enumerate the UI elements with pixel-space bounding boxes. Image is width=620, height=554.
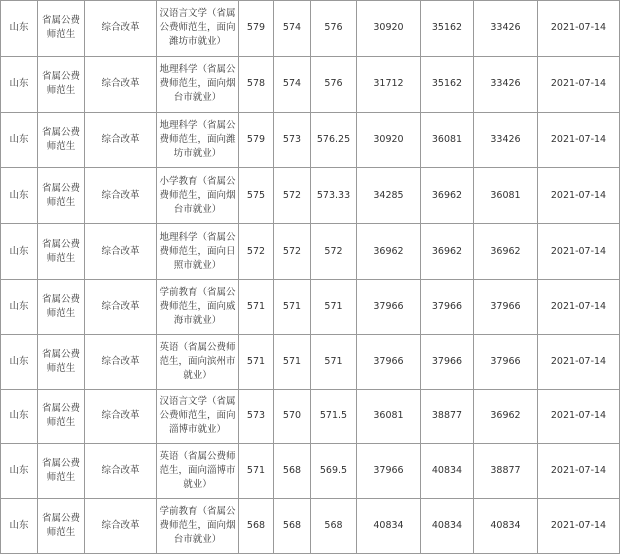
min-score-cell: 570 <box>274 389 311 444</box>
max-score-cell: 573 <box>239 389 274 444</box>
batch-cell: 省属公费师范生 <box>38 334 85 389</box>
min-rank-cell: 36962 <box>421 168 474 224</box>
avg-rank-cell: 36962 <box>474 389 538 444</box>
avg-score-cell: 573.33 <box>311 168 357 224</box>
max-rank-cell: 30920 <box>357 1 421 57</box>
date-cell: 2021-07-14 <box>538 56 620 112</box>
table-row <box>1 168 620 224</box>
major-cell: 地理科学（省属公费师范生，面向日照市就业） <box>157 224 239 280</box>
province-cell: 山东 <box>1 56 38 112</box>
date-cell: 2021-07-14 <box>538 334 620 389</box>
avg-rank-cell: 36081 <box>474 168 538 224</box>
province-cell: 山东 <box>1 334 38 389</box>
subject-category-cell: 综合改革 <box>85 389 157 444</box>
max-rank-cell: 37966 <box>357 334 421 389</box>
min-rank-cell: 37966 <box>421 279 474 334</box>
max-rank-cell: 31712 <box>357 56 421 112</box>
province-cell: 山东 <box>1 1 38 57</box>
date-cell: 2021-07-14 <box>538 112 620 168</box>
batch-cell: 省属公费师范生 <box>38 1 85 57</box>
avg-score-cell: 576 <box>311 1 357 57</box>
max-score-cell: 572 <box>239 224 274 280</box>
table-row <box>1 499 620 554</box>
avg-score-cell: 576.25 <box>311 112 357 168</box>
subject-category-cell: 综合改革 <box>85 112 157 168</box>
province-cell: 山东 <box>1 168 38 224</box>
max-score-cell: 571 <box>239 334 274 389</box>
major-cell: 英语（省属公费师范生，面向淄博市就业） <box>157 444 239 499</box>
table-row <box>1 224 620 280</box>
avg-rank-cell: 33426 <box>474 112 538 168</box>
table-row <box>1 279 620 334</box>
date-cell: 2021-07-14 <box>538 444 620 499</box>
avg-rank-cell: 33426 <box>474 56 538 112</box>
min-rank-cell: 36081 <box>421 112 474 168</box>
avg-score-cell: 571 <box>311 279 357 334</box>
max-score-cell: 579 <box>239 112 274 168</box>
date-cell: 2021-07-14 <box>538 168 620 224</box>
date-cell: 2021-07-14 <box>538 224 620 280</box>
min-rank-cell: 40834 <box>421 499 474 554</box>
min-rank-cell: 36962 <box>421 224 474 280</box>
subject-category-cell: 综合改革 <box>85 168 157 224</box>
subject-category-cell: 综合改革 <box>85 224 157 280</box>
date-cell: 2021-07-14 <box>538 499 620 554</box>
max-score-cell: 568 <box>239 499 274 554</box>
date-cell: 2021-07-14 <box>538 279 620 334</box>
subject-category-cell: 综合改革 <box>85 56 157 112</box>
batch-cell: 省属公费师范生 <box>38 112 85 168</box>
max-rank-cell: 30920 <box>357 112 421 168</box>
subject-category-cell: 综合改革 <box>85 444 157 499</box>
min-score-cell: 572 <box>274 224 311 280</box>
max-rank-cell: 37966 <box>357 444 421 499</box>
province-cell: 山东 <box>1 499 38 554</box>
major-cell: 英语（省属公费师范生，面向滨州市就业） <box>157 334 239 389</box>
subject-category-cell: 综合改革 <box>85 499 157 554</box>
min-score-cell: 571 <box>274 334 311 389</box>
subject-category-cell: 综合改革 <box>85 1 157 57</box>
batch-cell: 省属公费师范生 <box>38 279 85 334</box>
avg-score-cell: 571.5 <box>311 389 357 444</box>
subject-category-cell: 综合改革 <box>85 279 157 334</box>
date-cell: 2021-07-14 <box>538 1 620 57</box>
major-cell: 汉语言文学（省属公费师范生，面向淄博市就业） <box>157 389 239 444</box>
min-rank-cell: 38877 <box>421 389 474 444</box>
province-cell: 山东 <box>1 444 38 499</box>
province-cell: 山东 <box>1 224 38 280</box>
avg-rank-cell: 38877 <box>474 444 538 499</box>
batch-cell: 省属公费师范生 <box>38 168 85 224</box>
min-score-cell: 568 <box>274 444 311 499</box>
min-score-cell: 573 <box>274 112 311 168</box>
avg-score-cell: 568 <box>311 499 357 554</box>
max-rank-cell: 34285 <box>357 168 421 224</box>
batch-cell: 省属公费师范生 <box>38 499 85 554</box>
table-row <box>1 334 620 389</box>
avg-score-cell: 572 <box>311 224 357 280</box>
major-cell: 学前教育（省属公费师范生，面向烟台市就业） <box>157 499 239 554</box>
max-score-cell: 571 <box>239 279 274 334</box>
subject-category-cell: 综合改革 <box>85 334 157 389</box>
min-score-cell: 568 <box>274 499 311 554</box>
avg-score-cell: 576 <box>311 56 357 112</box>
min-score-cell: 574 <box>274 56 311 112</box>
max-rank-cell: 36081 <box>357 389 421 444</box>
max-score-cell: 575 <box>239 168 274 224</box>
batch-cell: 省属公费师范生 <box>38 444 85 499</box>
table-row <box>1 112 620 168</box>
max-rank-cell: 36962 <box>357 224 421 280</box>
avg-rank-cell: 37966 <box>474 334 538 389</box>
table-row <box>1 444 620 499</box>
min-score-cell: 572 <box>274 168 311 224</box>
major-cell: 汉语言文学（省属公费师范生，面向潍坊市就业） <box>157 1 239 57</box>
avg-score-cell: 569.5 <box>311 444 357 499</box>
table-row <box>1 1 620 57</box>
table-row <box>1 389 620 444</box>
min-score-cell: 574 <box>274 1 311 57</box>
batch-cell: 省属公费师范生 <box>38 224 85 280</box>
province-cell: 山东 <box>1 279 38 334</box>
date-cell: 2021-07-14 <box>538 389 620 444</box>
max-rank-cell: 40834 <box>357 499 421 554</box>
avg-score-cell: 571 <box>311 334 357 389</box>
max-score-cell: 571 <box>239 444 274 499</box>
avg-rank-cell: 40834 <box>474 499 538 554</box>
max-rank-cell: 37966 <box>357 279 421 334</box>
table-row <box>1 56 620 112</box>
batch-cell: 省属公费师范生 <box>38 56 85 112</box>
batch-cell: 省属公费师范生 <box>38 389 85 444</box>
avg-rank-cell: 33426 <box>474 1 538 57</box>
min-rank-cell: 35162 <box>421 56 474 112</box>
avg-rank-cell: 36962 <box>474 224 538 280</box>
province-cell: 山东 <box>1 112 38 168</box>
major-cell: 地理科学（省属公费师范生，面向潍坊市就业） <box>157 112 239 168</box>
province-cell: 山东 <box>1 389 38 444</box>
major-cell: 地理科学（省属公费师范生，面向烟台市就业） <box>157 56 239 112</box>
max-score-cell: 579 <box>239 1 274 57</box>
min-rank-cell: 35162 <box>421 1 474 57</box>
min-rank-cell: 37966 <box>421 334 474 389</box>
min-score-cell: 571 <box>274 279 311 334</box>
max-score-cell: 578 <box>239 56 274 112</box>
major-cell: 学前教育（省属公费师范生，面向威海市就业） <box>157 279 239 334</box>
major-cell: 小学教育（省属公费师范生，面向烟台市就业） <box>157 168 239 224</box>
avg-rank-cell: 37966 <box>474 279 538 334</box>
min-rank-cell: 40834 <box>421 444 474 499</box>
